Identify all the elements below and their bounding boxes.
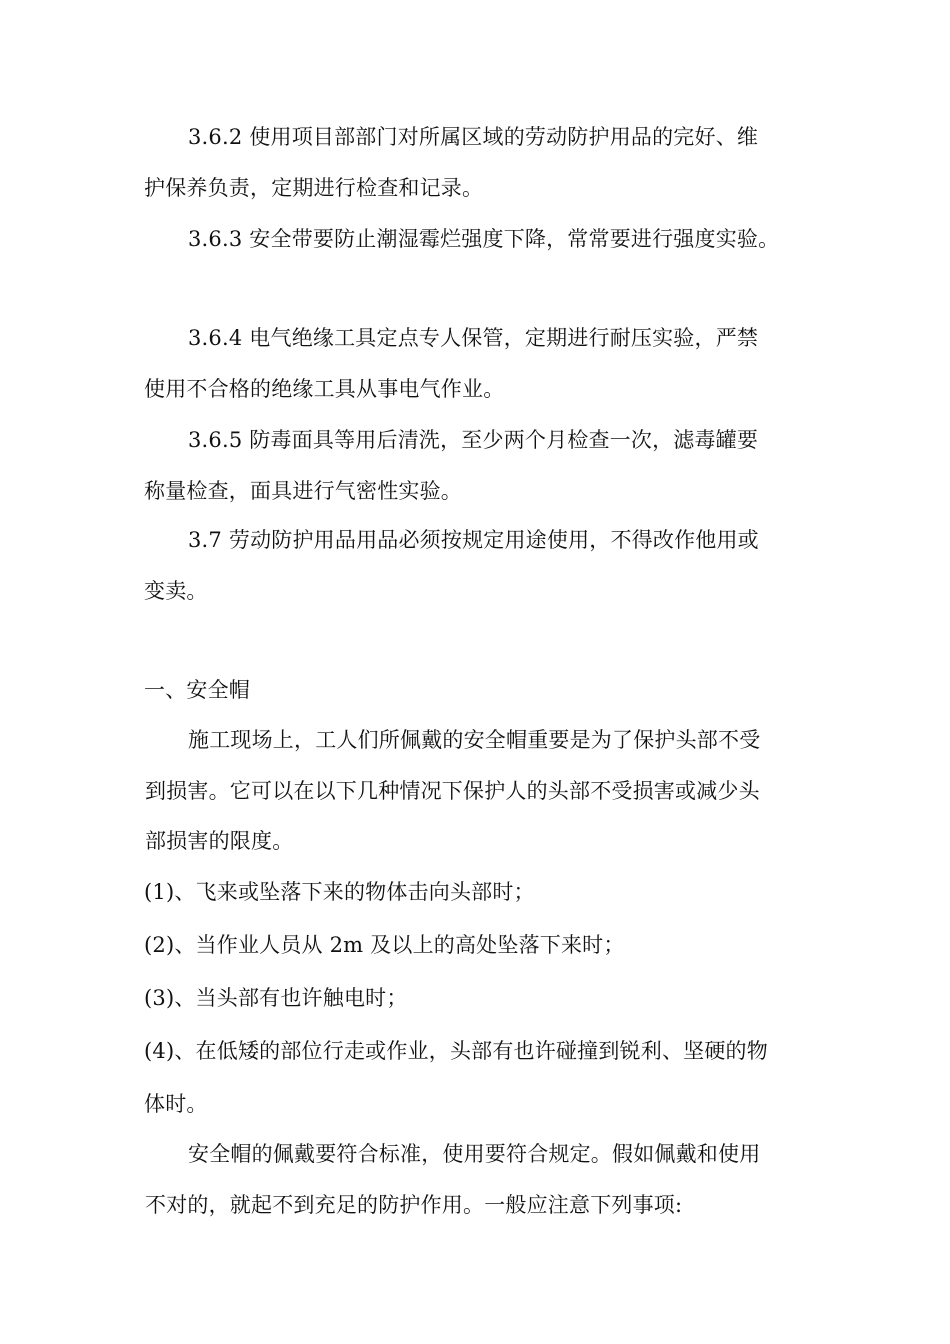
paragraph-3-6-3-line-1: 3.6.3 安全带要防止潮湿霉烂强度下降，常常要进行强度实验。 bbox=[188, 227, 780, 251]
paragraph-3-6-2-line-1: 3.6.2 使用项目部部门对所属区域的劳动防护用品的完好、维 bbox=[188, 125, 759, 149]
closing-line-2: 不对的，就起不到充足的防护作用。一般应注意下列事项: bbox=[145, 1193, 683, 1217]
list-item-3: (3)、当头部有也许触电时； bbox=[144, 986, 408, 1010]
intro-line-3: 部损害的限度。 bbox=[145, 829, 294, 853]
list-item-4-line-2: 体时。 bbox=[144, 1092, 208, 1116]
paragraph-3-6-5-line-2: 称量检查，面具进行气密性实验。 bbox=[144, 479, 462, 503]
paragraph-3-6-5-line-1: 3.6.5 防毒面具等用后清洗，至少两个月检查一次，滤毒罐要 bbox=[188, 428, 759, 452]
list-item-4-line-1: (4)、在低矮的部位行走或作业，头部有也许碰撞到锐利、坚硬的物 bbox=[144, 1039, 768, 1063]
paragraph-3-7-line-1: 3.7 劳动防护用品用品必须按规定用途使用，不得改作他用或 bbox=[188, 528, 759, 552]
intro-line-1: 施工现场上，工人们所佩戴的安全帽重要是为了保护头部不受 bbox=[188, 728, 761, 752]
intro-line-2: 到损害。它可以在以下几种情况下保护人的头部不受损害或减少头 bbox=[145, 779, 760, 803]
list-item-2: (2)、当作业人员从 2m 及以上的高处坠落下来时； bbox=[144, 933, 625, 957]
list-item-1: (1)、飞来或坠落下来的物体击向头部时； bbox=[144, 880, 535, 904]
section-heading: 一、安全帽 bbox=[144, 678, 250, 702]
paragraph-3-7-line-2: 变卖。 bbox=[144, 579, 208, 603]
paragraph-3-6-2-line-2: 护保养负责，定期进行检查和记录。 bbox=[144, 176, 484, 200]
closing-line-1: 安全帽的佩戴要符合标准，使用要符合规定。假如佩戴和使用 bbox=[188, 1142, 761, 1166]
paragraph-3-6-4-line-2: 使用不合格的绝缘工具从事电气作业。 bbox=[144, 377, 505, 401]
paragraph-3-6-4-line-1: 3.6.4 电气绝缘工具定点专人保管，定期进行耐压实验，严禁 bbox=[188, 326, 759, 350]
